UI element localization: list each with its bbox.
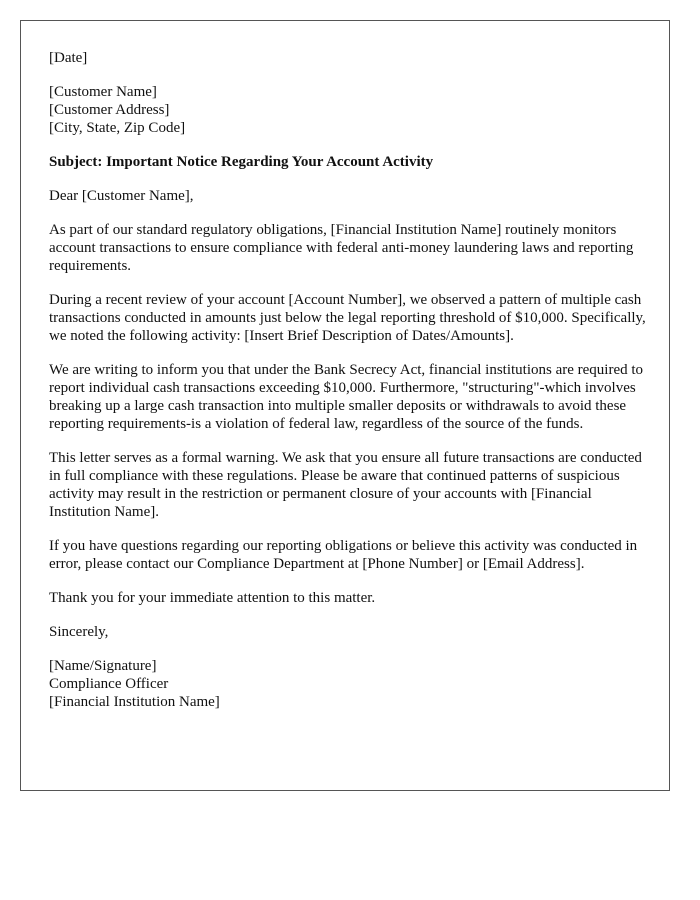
signature-title: Compliance Officer bbox=[49, 676, 169, 692]
signature-block bbox=[49, 657, 649, 711]
recipient-address-block bbox=[49, 83, 649, 137]
body-paragraph-2: During a recent review of your account [Account Number], we observed a pattern of multiple cash transactions conducted in amounts just below the legal reporting threshold of $10,000. Specifically, we noted the following activity: [Insert Brief Description of Dates/Amounts]. bbox=[49, 292, 646, 344]
subject-line: Subject: Important Notice Regarding Your Account Activity bbox=[49, 154, 434, 170]
signature-institution: [Financial Institution Name] bbox=[49, 694, 220, 710]
letter-date: [Date] bbox=[49, 50, 88, 66]
salutation: Dear [Customer Name], bbox=[49, 188, 194, 204]
closing: Sincerely, bbox=[49, 624, 109, 640]
signature-name: [Name/Signature] bbox=[49, 658, 157, 674]
recipient-address: [Customer Address] bbox=[49, 102, 170, 118]
date-block bbox=[49, 49, 649, 67]
letter-page bbox=[20, 20, 670, 791]
body-paragraph-6: Thank you for your immediate attention to this matter. bbox=[49, 590, 376, 606]
body-paragraph-1: As part of our standard regulatory obligations, [Financial Institution Name] routinely monitors account transactions to ensure compliance with federal anti-money laundering laws and reporting requirements. bbox=[49, 222, 634, 274]
body-paragraph-3: We are writing to inform you that under the Bank Secrecy Act, financial institutions are required to report individual cash transactions exceeding $10,000. Furthermore, "structuring"-which involves breaking up a large cash transaction into multiple smaller deposits or withdrawals to avoid these reporting requirements-is a violation of federal law, regardless of the source of the funds. bbox=[49, 362, 644, 432]
recipient-name: [Customer Name] bbox=[49, 84, 157, 100]
body-paragraph-5: If you have questions regarding our reporting obligations or believe this activity was conducted in error, please contact our Compliance Department at [Phone Number] or [Email Address]. bbox=[49, 538, 638, 572]
body-paragraph-4: This letter serves as a formal warning. We ask that you ensure all future transactions are conducted in full compliance with these regulations. Please be aware that continued patterns of suspicious activity may result in the restriction or permanent closure of your accounts with [Financial Institution Name]. bbox=[49, 450, 642, 520]
recipient-city-state-zip: [City, State, Zip Code] bbox=[49, 120, 186, 136]
